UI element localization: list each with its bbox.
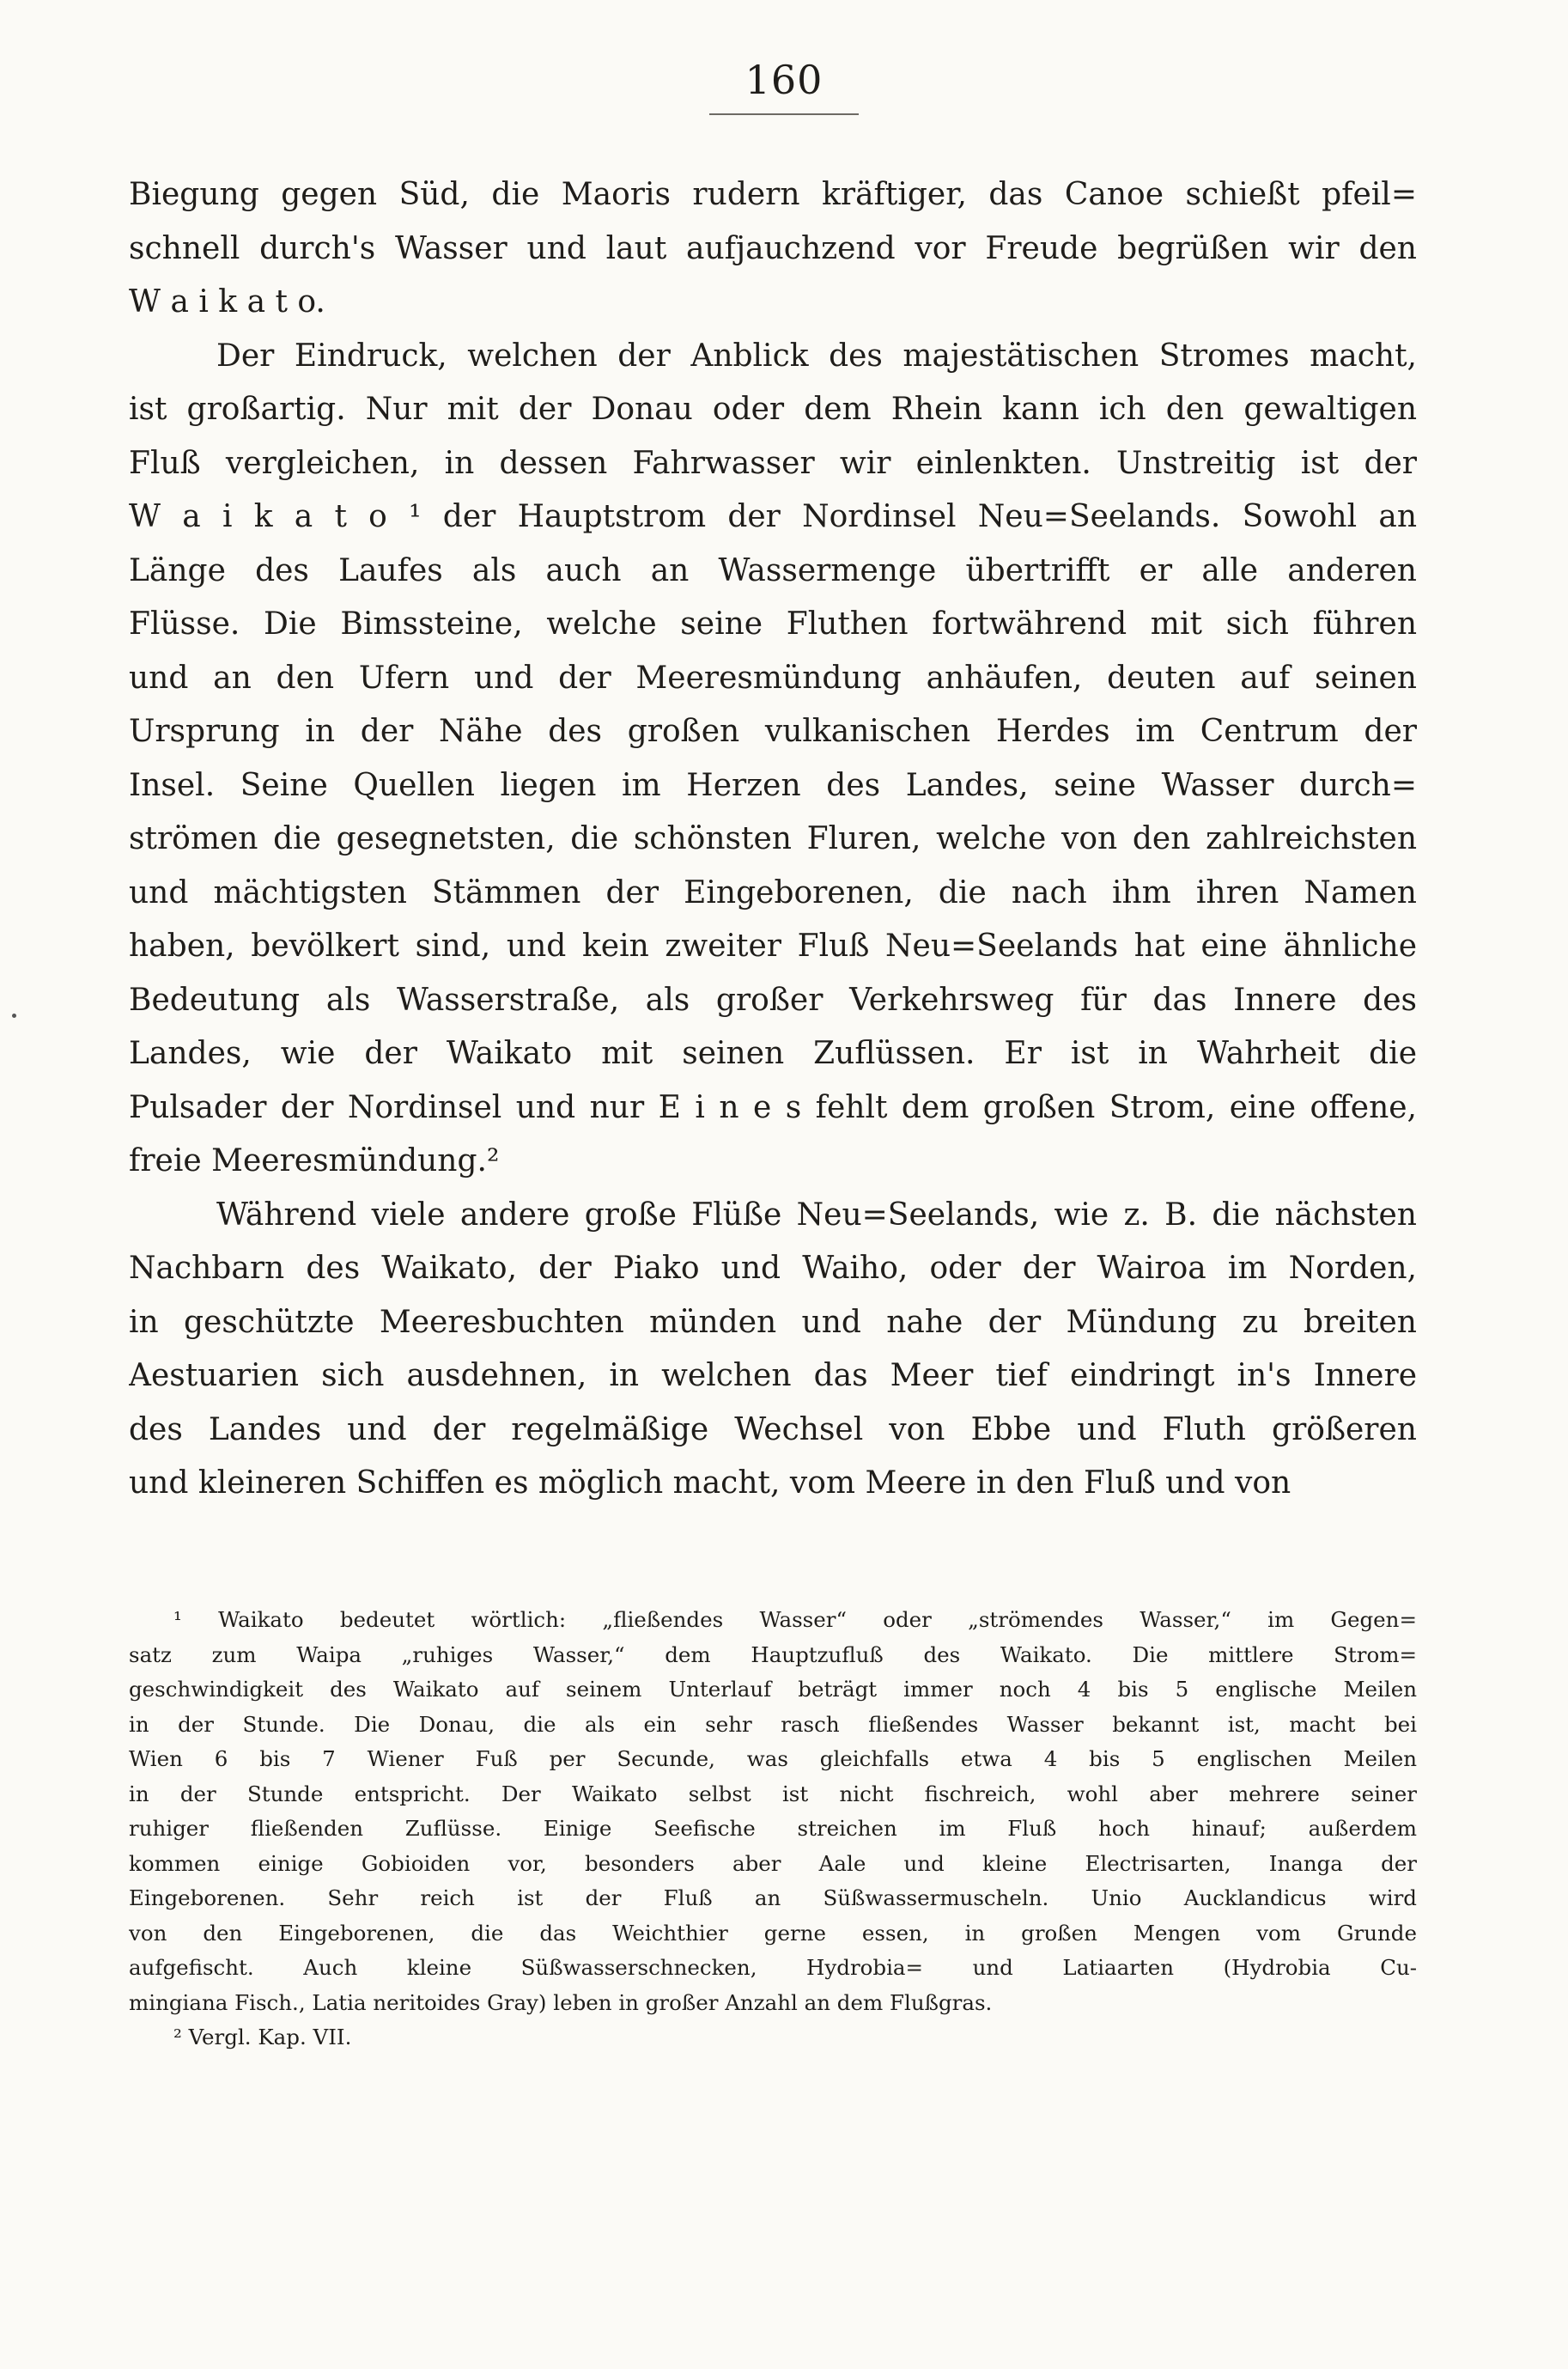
- page-number: 160: [744, 57, 824, 103]
- text-line: Insel. Seine Quellen liegen im Herzen des Landes, seine Wasser durch=: [129, 767, 1417, 803]
- text-line: W a i k a t o ¹ der Hauptstrom der Nordinsel Neu=Seelands. Sowohl an: [129, 499, 1417, 534]
- text-line: Länge des Laufes als auch an Wassermenge übertrifft er alle anderen: [129, 552, 1417, 588]
- body-text: [129, 168, 1417, 1511]
- text-line: Bedeutung als Wasserstraße, als großer Verkehrsweg für das Innere des: [129, 982, 1417, 1018]
- text-line: und mächtigsten Stämmen der Eingeborenen, die nach ihm ihren Namen: [129, 874, 1417, 910]
- text-line: Aestuarien sich ausdehnen, in welchen das Meer tief eindringt in's Innere: [129, 1358, 1417, 1393]
- footnote-line: kommen einige Gobioiden vor, besonders aber Aale und kleine Electrisarten, Inanga der: [129, 1850, 1417, 1876]
- footnote-line: aufgefischt. Auch kleine Süßwasserschnecken, Hydrobia= und Latiaarten (Hydrobia Cu-: [129, 1955, 1417, 1980]
- text-line: Nachbarn des Waikato, der Piako und Waiho, oder der Wairoa im Norden,: [129, 1251, 1417, 1286]
- text-line: Flüsse. Die Bimssteine, welche seine Fluthen fortwährend mit sich führen: [129, 606, 1417, 642]
- text-line: ist großartig. Nur mit der Donau oder dem Rhein kann ich den gewaltigen: [129, 392, 1417, 427]
- text-line: und kleineren Schiffen es möglich macht, vom Meere in den Fluß und von: [129, 1465, 1291, 1501]
- footnote: [129, 1603, 1417, 2020]
- text-line: W a i k a t o.: [129, 284, 325, 320]
- text-line: strömen die gesegnetsten, die schönsten Fluren, welche von den zahlreichsten: [129, 821, 1417, 856]
- text-line: Während viele andere große Flüße Neu=Seelands, wie z. B. die nächsten: [216, 1197, 1417, 1233]
- margin-speck: [12, 1014, 16, 1018]
- text-line: Fluß vergleichen, in dessen Fahrwasser wir einlenkten. Unstreitig ist der: [129, 445, 1417, 481]
- footnote-line: in der Stunde. Die Donau, die als ein sehr rasch fließendes Wasser bekannt ist, macht bei: [129, 1711, 1417, 1737]
- footnote-line: in der Stunde entspricht. Der Waikato selbst ist nicht fischreich, wohl aber mehrere seiner: [129, 1781, 1417, 1806]
- footnote-line: Eingeborenen. Sehr reich ist der Fluß an Süßwassermuscheln. Unio Aucklandicus wird: [129, 1885, 1417, 1910]
- header-rule: [709, 113, 859, 115]
- text-line: freie Meeresmündung.²: [129, 1143, 500, 1178]
- paragraph: [129, 330, 1417, 1189]
- footnote-line: ² Vergl. Kap. VII.: [173, 2025, 352, 2049]
- paragraph: [129, 1189, 1417, 1511]
- text-line: Ursprung in der Nähe des großen vulkanischen Herdes im Centrum der: [129, 714, 1417, 749]
- footnote-line: mingiana Fisch., Latia neritoides Gray) leben in großer Anzahl an dem Flußgras.: [129, 1989, 993, 2015]
- text-line: Biegung gegen Süd, die Maoris rudern kräftiger, das Canoe schießt pfeil=: [129, 177, 1417, 212]
- footnote-line: ruhiger fließenden Zuflüsse. Einige Seefische streichen im Fluß hoch hinauf; außerdem: [129, 1816, 1417, 1841]
- footnote-line: ¹ Waikato bedeutet wörtlich: „fließendes Wasser“ oder „strömendes Wasser,“ im Gegen=: [173, 1607, 1417, 1632]
- text-line: des Landes und der regelmäßige Wechsel von Ebbe und Fluth größeren: [129, 1411, 1417, 1447]
- footnotes: [129, 1603, 1417, 2055]
- footnote-line: geschwindigkeit des Waikato auf seinem Unterlauf beträgt immer noch 4 bis 5 englische Meilen: [129, 1677, 1417, 1702]
- footnote: [129, 2020, 1417, 2055]
- text-line: schnell durch's Wasser und laut aufjauchzend vor Freude begrüßen wir den: [129, 230, 1417, 266]
- footnote-line: von den Eingeborenen, die das Weichthier gerne essen, in großen Mengen vom Grunde: [129, 1920, 1417, 1946]
- text-line: Pulsader der Nordinsel und nur E i n e s fehlt dem großen Strom, eine offene,: [129, 1089, 1417, 1125]
- text-line: und an den Ufern und der Meeresmündung anhäufen, deuten auf seinen: [129, 660, 1417, 696]
- text-line: haben, bevölkert sind, und kein zweiter Fluß Neu=Seelands hat eine ähnliche: [129, 929, 1417, 964]
- footnote-line: Wien 6 bis 7 Wiener Fuß per Secunde, was gleichfalls etwa 4 bis 5 englischen Meilen: [129, 1746, 1417, 1771]
- footnote-line: satz zum Waipa „ruhiges Wasser,“ dem Hauptzufluß des Waikato. Die mittlere Strom=: [129, 1641, 1417, 1667]
- text-line: Landes, wie der Waikato mit seinen Zuflüssen. Er ist in Wahrheit die: [129, 1036, 1417, 1071]
- text-line: in geschützte Meeresbuchten münden und nahe der Mündung zu breiten: [129, 1304, 1417, 1340]
- paragraph: [129, 168, 1417, 330]
- text-line: Der Eindruck, welchen der Anblick des majestätischen Stromes macht,: [216, 338, 1417, 374]
